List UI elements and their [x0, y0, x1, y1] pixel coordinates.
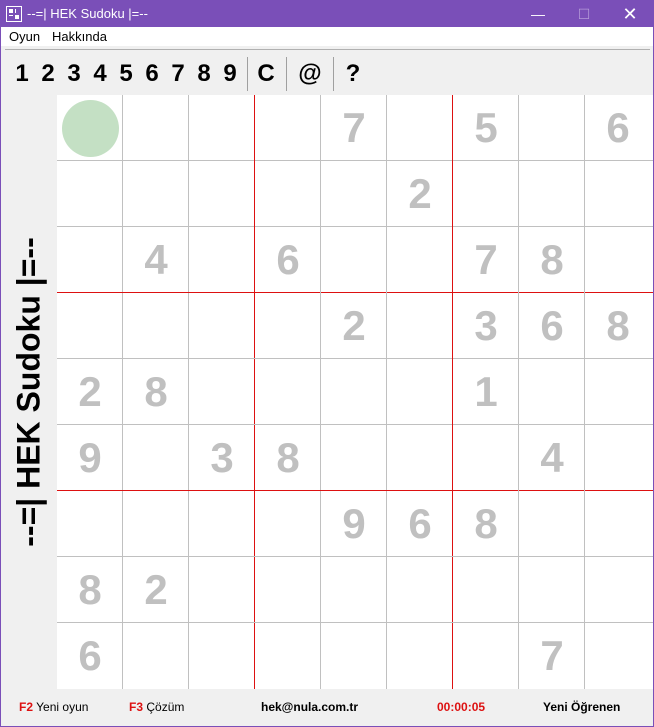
sudoku-cell[interactable]	[387, 623, 453, 689]
status-timer: 00:00:05	[437, 700, 486, 714]
sudoku-cell[interactable]	[189, 491, 255, 557]
sudoku-cell[interactable]	[321, 623, 387, 689]
menu-divider	[5, 49, 650, 50]
grid-line	[518, 95, 519, 689]
digit-button-5[interactable]: 5	[119, 60, 133, 87]
sudoku-cell[interactable]: 3	[474, 302, 498, 349]
grid-line	[57, 424, 653, 425]
grid-line	[188, 95, 189, 689]
clear-button[interactable]: C	[257, 60, 275, 87]
box-divider	[452, 95, 453, 689]
sudoku-cell[interactable]	[387, 425, 453, 491]
digit-button-4[interactable]: 4	[93, 60, 107, 87]
sudoku-cell[interactable]: 6	[408, 500, 432, 547]
sudoku-cell[interactable]	[585, 491, 651, 557]
box-divider	[57, 490, 653, 491]
sudoku-cell[interactable]: 6	[78, 632, 102, 679]
status-level: Yeni Öğrenen	[543, 700, 621, 714]
sudoku-cell[interactable]	[387, 95, 453, 161]
box-divider	[57, 292, 653, 293]
sudoku-cell[interactable]	[123, 425, 189, 491]
sudoku-cell[interactable]: 4	[144, 236, 168, 283]
maximize-button[interactable]: ☐	[577, 6, 591, 22]
sudoku-board[interactable]	[57, 95, 653, 689]
title-bar[interactable]	[1, 1, 653, 27]
digit-button-6[interactable]: 6	[145, 60, 159, 87]
sudoku-cell[interactable]	[321, 557, 387, 623]
sudoku-cell[interactable]	[453, 557, 519, 623]
grid-line	[57, 622, 653, 623]
sudoku-cell[interactable]	[321, 359, 387, 425]
side-banner-text: --=| HEK Sudoku |=--	[10, 237, 47, 547]
digit-button-9[interactable]: 9	[223, 60, 237, 87]
minimize-button[interactable]: —	[531, 6, 545, 22]
status-solve-key: F3	[129, 700, 144, 714]
status-new-game-key: F2	[19, 700, 34, 714]
sudoku-cell[interactable]	[255, 359, 321, 425]
grid-line	[57, 556, 653, 557]
sudoku-cell[interactable]: 8	[606, 302, 630, 349]
sudoku-cell[interactable]: 9	[342, 500, 366, 547]
status-new-game-label: Yeni oyun	[36, 700, 89, 714]
sudoku-cell[interactable]	[255, 623, 321, 689]
sudoku-cell[interactable]	[123, 491, 189, 557]
digit-button-7[interactable]: 7	[171, 60, 185, 87]
sudoku-cell[interactable]	[387, 227, 453, 293]
sudoku-cell[interactable]	[453, 161, 519, 227]
sudoku-cell[interactable]: 7	[474, 236, 498, 283]
sudoku-cell[interactable]	[189, 293, 255, 359]
grid-line	[386, 95, 387, 689]
sudoku-cell[interactable]: 7	[342, 104, 366, 151]
sudoku-cell[interactable]	[585, 359, 651, 425]
sudoku-cell[interactable]	[189, 359, 255, 425]
sudoku-cell[interactable]: 8	[474, 500, 498, 547]
digit-button-3[interactable]: 3	[67, 60, 81, 87]
sudoku-cell[interactable]	[189, 161, 255, 227]
sudoku-cell[interactable]	[453, 425, 519, 491]
sudoku-cell[interactable]	[519, 557, 585, 623]
sudoku-cell[interactable]: 9	[78, 434, 102, 481]
sudoku-cell[interactable]	[57, 161, 123, 227]
sudoku-cell[interactable]: 2	[78, 368, 102, 415]
sudoku-cell[interactable]	[189, 227, 255, 293]
digit-button-8[interactable]: 8	[197, 60, 211, 87]
sudoku-cell[interactable]	[585, 623, 651, 689]
sudoku-cell[interactable]	[585, 161, 651, 227]
toolbar-divider	[286, 57, 287, 91]
sudoku-cell[interactable]	[123, 95, 189, 161]
sudoku-cell[interactable]: 6	[276, 236, 300, 283]
grid-line	[320, 95, 321, 689]
sudoku-cell[interactable]	[123, 161, 189, 227]
window-title: --=| HEK Sudoku |=--	[27, 6, 148, 21]
grid-line	[122, 95, 123, 689]
sudoku-cell[interactable]	[189, 557, 255, 623]
sudoku-cell[interactable]: 8	[276, 434, 300, 481]
sudoku-cell[interactable]: 7	[540, 632, 564, 679]
help-button[interactable]: ?	[345, 60, 361, 87]
sudoku-cell[interactable]: 8	[78, 566, 102, 613]
sudoku-cell[interactable]	[255, 557, 321, 623]
sudoku-cell[interactable]	[519, 161, 585, 227]
sudoku-cell[interactable]: 1	[474, 368, 498, 415]
sudoku-cell[interactable]	[255, 491, 321, 557]
sudoku-cell[interactable]	[387, 557, 453, 623]
sudoku-cell[interactable]: 6	[606, 104, 630, 151]
digit-button-1[interactable]: 1	[15, 60, 29, 87]
sudoku-cell[interactable]	[519, 359, 585, 425]
menu-hakkinda[interactable]: Hakkında	[52, 29, 107, 44]
sudoku-cell[interactable]	[255, 95, 321, 161]
sudoku-cell[interactable]: 8	[144, 368, 168, 415]
sudoku-cell[interactable]	[321, 425, 387, 491]
sudoku-cell[interactable]	[585, 425, 651, 491]
side-banner	[1, 95, 57, 689]
toolbar-divider	[333, 57, 334, 91]
sudoku-cell[interactable]	[585, 557, 651, 623]
sudoku-cell[interactable]	[255, 161, 321, 227]
grid-line	[57, 160, 653, 161]
sudoku-cell[interactable]	[585, 227, 651, 293]
email-button[interactable]: @	[298, 60, 322, 87]
sudoku-cell[interactable]	[321, 227, 387, 293]
sudoku-cell[interactable]	[519, 95, 585, 161]
sudoku-cell[interactable]: 2	[144, 566, 168, 613]
grid-line	[57, 226, 653, 227]
toolbar	[1, 53, 653, 95]
sudoku-cell[interactable]: 3	[210, 434, 234, 481]
sudoku-cell[interactable]: 2	[342, 302, 366, 349]
sudoku-cell[interactable]	[453, 623, 519, 689]
sudoku-cell[interactable]	[57, 293, 123, 359]
sudoku-cell[interactable]	[255, 293, 321, 359]
digit-button-2[interactable]: 2	[41, 60, 55, 87]
status-solve-label: Çözüm	[146, 700, 185, 714]
grid-line	[57, 358, 653, 359]
close-button[interactable]: ✕	[622, 4, 638, 24]
menu-oyun[interactable]: Oyun	[9, 29, 41, 44]
sudoku-cell[interactable]	[189, 623, 255, 689]
sudoku-cell[interactable]	[123, 623, 189, 689]
menu-bar	[1, 27, 653, 46]
status-bar	[1, 689, 653, 726]
sudoku-cell[interactable]	[519, 491, 585, 557]
box-divider	[254, 95, 255, 689]
sudoku-cell[interactable]: 6	[540, 302, 564, 349]
sudoku-cell[interactable]	[123, 293, 189, 359]
status-new-game[interactable]	[19, 700, 88, 714]
sudoku-cell[interactable]	[321, 161, 387, 227]
sudoku-cell[interactable]	[189, 95, 255, 161]
grid-line	[584, 95, 585, 689]
sudoku-cell[interactable]: 2	[408, 170, 432, 217]
app-icon	[6, 6, 22, 22]
status-solve[interactable]	[129, 700, 184, 714]
sudoku-cell[interactable]	[387, 359, 453, 425]
sudoku-cell[interactable]	[57, 491, 123, 557]
toolbar-divider	[247, 57, 248, 91]
sudoku-cell[interactable]	[57, 95, 123, 161]
sudoku-cell[interactable]	[387, 293, 453, 359]
sudoku-cell[interactable]: 8	[540, 236, 564, 283]
sudoku-cell[interactable]: 4	[540, 434, 564, 481]
sudoku-cell[interactable]: 5	[474, 104, 498, 151]
sudoku-cell[interactable]	[57, 227, 123, 293]
status-email: hek@nula.com.tr	[261, 700, 359, 714]
